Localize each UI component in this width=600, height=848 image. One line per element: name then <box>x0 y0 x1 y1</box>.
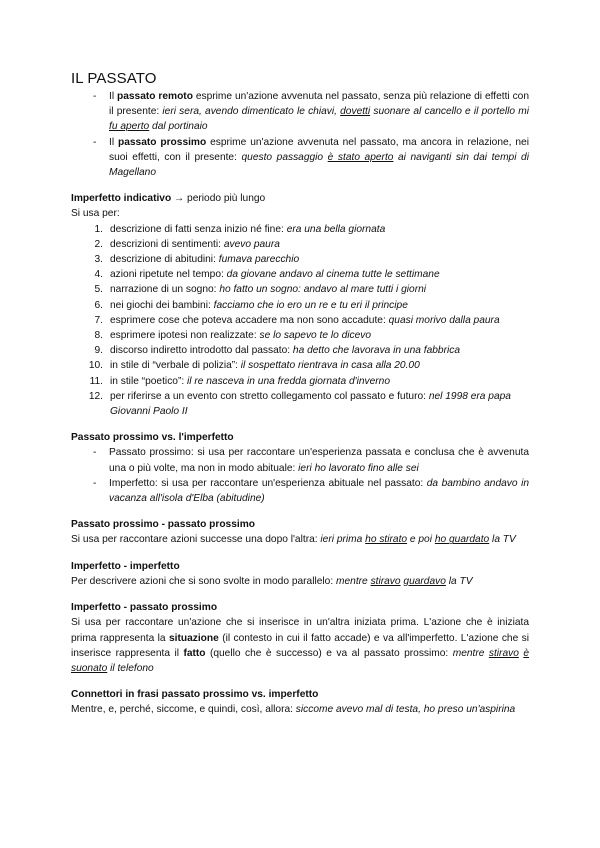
item-number: 10. <box>88 360 103 372</box>
example-text: da giovane andavo al cinema tutte le settimane <box>226 269 440 281</box>
example-text: facciamo che io ero un re e tu eri il principe <box>213 299 408 311</box>
list-item <box>71 298 529 313</box>
text-span: esprime un'azione avvenuta nel passato, ma ancora in relazione, nei suoi effetti, con il presente: <box>109 136 529 163</box>
text-span: azioni ripetute nel tempo: <box>110 269 227 281</box>
text-span: Passato prossimo: si usa per raccontare un'esperienza passata e conclusa che è avvenuta una o più volte, ma non in modo abituale: <box>109 447 529 474</box>
text-span: Per descrivere azioni che si sono svolte in modo parallelo: <box>71 575 337 587</box>
list-item <box>71 328 529 343</box>
item-number: 3. <box>94 254 103 266</box>
text-span: Mentre, e, perché, siccome, e quindi, così, allora: <box>71 704 296 716</box>
list-item <box>71 237 529 252</box>
text-span: descrizione di fatti senza inizio né fine: <box>110 223 287 235</box>
text-span: esprimere ipotesi non realizzate: <box>110 330 260 342</box>
example-text: ieri prima <box>320 534 366 546</box>
text-span: descrizione di abitudini: <box>110 254 219 266</box>
text-span: Il <box>109 136 118 148</box>
underlined-verb: guardavo <box>403 575 446 587</box>
example-text: questo passaggio <box>241 151 328 163</box>
list-item <box>71 358 529 373</box>
text-span: Imperfetto: si usa per raccontare un'esperienza abituale nel passato: <box>109 477 427 489</box>
list-item <box>71 282 529 297</box>
underlined-verb: stiravo <box>488 647 519 659</box>
item-number: 9. <box>94 345 103 357</box>
page-title: IL PASSATO <box>71 70 157 87</box>
bold-term: fatto <box>183 647 206 659</box>
underlined-verb: è suonato <box>71 647 529 674</box>
example-text: ai naviganti sin dai tempi di Magellano <box>109 151 529 179</box>
list-item <box>71 313 529 328</box>
dash-bullet: - <box>93 477 97 489</box>
item-number: 2. <box>94 238 103 250</box>
example-text: suonare al cancello e il portello mi <box>370 106 529 118</box>
example-text: quasi morivo dalla paura <box>388 314 500 326</box>
section-body <box>71 615 529 676</box>
bold-term: passato remoto <box>117 91 193 102</box>
dash-bullet: - <box>93 136 97 148</box>
item-number: 4. <box>94 269 103 281</box>
example-text: mentre <box>452 647 489 659</box>
list-item <box>71 89 529 135</box>
example-text: nel 1998 era papa Giovanni Paolo II <box>110 390 511 418</box>
example-text: ho fatto un sogno: andavo al mare tutti i giorni <box>219 284 427 296</box>
bold-term: passato prossimo <box>117 136 207 148</box>
example-text: fumava parecchio <box>218 254 300 266</box>
list-item <box>71 343 529 358</box>
example-text: dal portinaio <box>149 121 208 133</box>
example-text: ieri ho lavorato fino alle sei <box>298 462 419 474</box>
dash-bullet: - <box>93 447 97 459</box>
item-number: 7. <box>94 314 103 326</box>
item-number: 11. <box>89 375 103 387</box>
text-span: esprimere cose che poteva accadere ma non sono accadute: <box>110 314 389 326</box>
example-text: la TV <box>489 534 516 546</box>
section-heading-pp-vs-imp: Passato prossimo vs. l'imperfetto <box>71 432 234 444</box>
pp-vs-imp-list <box>71 445 529 506</box>
example-text: ieri sera, avendo dimenticato le chiavi, <box>162 106 341 118</box>
underlined-verb: ho guardato <box>434 534 490 546</box>
text-span: (il contesto in cui il fatto accade) e va all'imperfetto. L'azione che si inserisce rappresenta il <box>71 632 530 659</box>
example-text: era una bella giornata <box>286 223 386 235</box>
example-text: mentre <box>336 575 371 587</box>
text-span: Si usa per raccontare azioni successe una dopo l'altra: <box>71 534 321 546</box>
intro-list <box>71 89 529 180</box>
list-item <box>71 445 529 475</box>
item-number: 5. <box>94 284 103 296</box>
example-text: il sospettato rientrava in casa alla 20.00 <box>240 360 420 372</box>
item-number: 12. <box>88 390 103 402</box>
section-heading-imp-pp: Imperfetto - passato prossimo <box>71 602 218 614</box>
underlined-verb: stiravo <box>370 575 401 587</box>
list-item <box>71 222 529 237</box>
section-body <box>71 702 529 717</box>
text-span: narrazione di un sogno: <box>110 284 220 296</box>
text-span: discorso indiretto introdotto dal passato: <box>110 345 293 357</box>
underlined-verb: è stato aperto <box>327 151 394 163</box>
text-span: Si usa per raccontare un'azione che si inserisce in un'altra iniziata prima. L'azione che è iniziata prima rappresenta la <box>71 617 529 644</box>
text-span: (quello che è successo) e va al passato prossimo: <box>205 647 453 659</box>
example-text: la TV <box>445 575 473 587</box>
section-heading-connettori: Connettori in frasi passato prossimo vs. imperfetto <box>71 689 319 701</box>
underlined-verb: dovetti <box>340 106 371 118</box>
example-text: il telefono <box>107 662 154 674</box>
example-text: il re nasceva in una fredda giornata d'inverno <box>187 375 391 387</box>
heading-suffix: → periodo più lungo <box>171 193 266 205</box>
list-item <box>71 267 529 282</box>
list-item <box>71 135 529 181</box>
example-text: siccome avevo mal di testa, ho preso un'aspirina <box>295 704 516 716</box>
example-text: ha detto che lavorava in una fabbrica <box>292 345 460 357</box>
section-heading-pp-pp: Passato prossimo - passato prossimo <box>71 519 255 531</box>
example-text: se lo sapevo te lo dicevo <box>259 330 372 342</box>
list-item <box>71 476 529 506</box>
text-span: in stile di “verbale di polizia”: <box>110 360 241 372</box>
text-span: Il <box>109 91 117 102</box>
item-number: 1. <box>94 223 103 235</box>
example-text: e poi <box>407 534 435 546</box>
item-number: 8. <box>94 330 103 342</box>
section-body <box>71 574 529 589</box>
section-body <box>71 532 529 547</box>
underlined-verb: ho stirato <box>365 534 408 546</box>
list-item <box>71 374 529 389</box>
item-number: 6. <box>94 299 103 311</box>
list-item <box>71 252 529 267</box>
example-text: avevo paura <box>223 238 280 250</box>
text-span: in stile “poetico”: <box>110 375 188 387</box>
bold-term: situazione <box>168 632 219 644</box>
document-page <box>71 70 529 718</box>
example-text: da bambino andavo in vacanza all'isola d'Elba (abitudine) <box>109 477 529 505</box>
dash-bullet: - <box>93 91 97 102</box>
list-item <box>71 389 529 419</box>
section-heading-imperfetto <box>71 191 529 206</box>
section-heading-imp-imp: Imperfetto - imperfetto <box>71 560 180 572</box>
imperfetto-list <box>71 222 529 420</box>
section-intro: Si usa per: <box>71 208 120 220</box>
text-span: esprime un'azione avvenuta nel passato, senza più relazione di effetti con il presente: <box>109 91 530 118</box>
text-span: nei giochi dei bambini: <box>110 299 214 311</box>
heading-text: Imperfetto indicativo <box>71 193 172 205</box>
text-span: per riferirse a un evento con stretto collegamento col passato e futuro: <box>110 390 429 402</box>
underlined-verb: fu aperto <box>109 121 150 133</box>
text-span: descrizioni di sentimenti: <box>110 238 224 250</box>
